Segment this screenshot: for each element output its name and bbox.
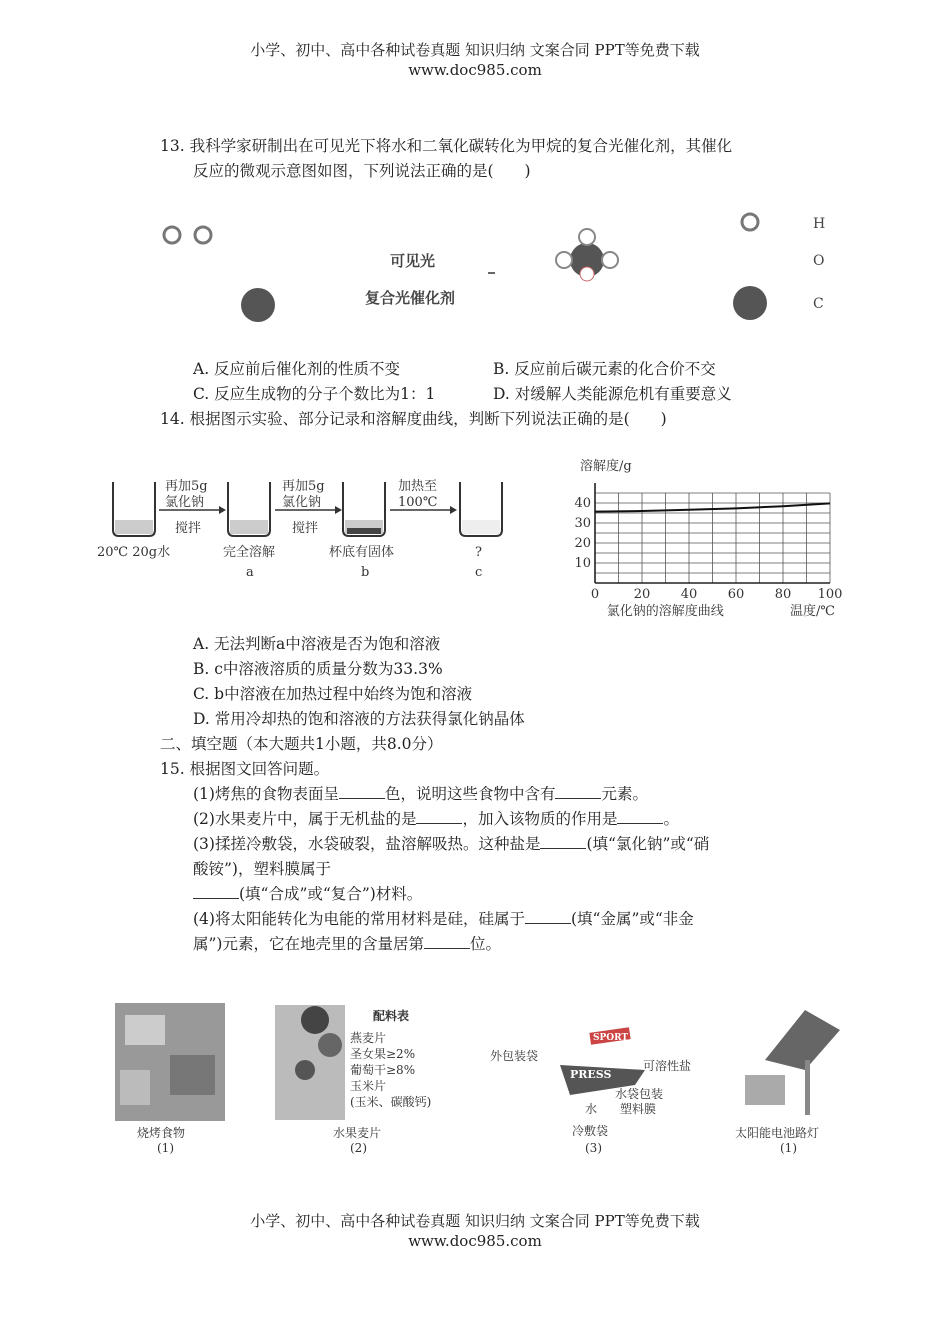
p2-ingredient-4: 玉米片	[350, 1079, 387, 1093]
q13-stem-line2: 反应的微观示意图如图，下列说法正确的是( )	[193, 162, 531, 180]
section2-title: 二、填空题（本大题共1小题，共8.0分）	[160, 735, 443, 753]
p3-outer-bag: 外包装袋	[490, 1049, 539, 1063]
page-footer	[0, 1211, 950, 1251]
q14-stem: 14. 根据图示实验、部分记录和溶解度曲线，判断下列说法正确的是( )	[160, 410, 667, 428]
h2o-h-atom	[164, 227, 180, 243]
beaker-c-label: c	[475, 565, 483, 580]
p3-water-bag: 水袋包装	[615, 1087, 664, 1101]
p3-sport: SPORT	[593, 1033, 629, 1043]
pic3-num: (3)	[585, 1141, 602, 1155]
q15-part4: (4)将太阳能转化为电能的常用材料是硅，硅属于 (填“金属”或“非金	[193, 910, 694, 928]
beaker-b-note: 杯底有固体	[329, 545, 395, 560]
catalyst-label-light: 可见光	[390, 252, 436, 270]
pic2-label: 水果麦片	[333, 1126, 382, 1140]
p3-water: 水	[585, 1102, 598, 1116]
p2-ingredients-title: 配料表	[373, 1009, 410, 1023]
q13-option-c[interactable]: C. 反应生成物的分子个数比为1：1	[193, 385, 436, 403]
solubility-chart	[565, 455, 860, 620]
q13-option-d[interactable]: D. 对缓解人类能源危机有重要意义	[493, 385, 732, 403]
q15-blank[interactable]	[525, 909, 571, 924]
x-tick-label: 60	[727, 587, 745, 602]
step3-top: 加热至	[398, 479, 438, 494]
footer-url: www.doc985.com	[408, 1232, 542, 1250]
pic4-num: (1)	[780, 1141, 797, 1155]
p2-ingredient-5: (玉米、碳酸钙)	[350, 1095, 432, 1109]
q15-blank[interactable]	[424, 934, 470, 949]
pic1-label: 烧烤食物	[137, 1126, 186, 1140]
step2-mid: 氯化钠	[282, 495, 322, 510]
q13-reaction-diagram	[150, 200, 850, 340]
carbon-atom	[241, 288, 275, 322]
q15-part1: (1)烤焦的食物表面呈 色，说明这些食物中含有 元素。	[193, 785, 648, 803]
x-axis-label: 温度/℃	[790, 604, 835, 619]
pic1-num: (1)	[157, 1141, 174, 1155]
q14-option-c[interactable]: C. b中溶液在加热过程中始终为饱和溶液	[193, 685, 473, 703]
y-tick-label: 20	[574, 536, 591, 551]
q15-part4-cont: 属”)元素，它在地壳里的含量居第 位。	[193, 935, 501, 953]
footer-line1: 小学、初中、高中各种试卷真题 知识归纳 文案合同 PPT等免费下载	[250, 1212, 700, 1230]
methane-molecule	[556, 229, 618, 281]
y-tick-label: 40	[574, 496, 591, 511]
q15-part3: (3)揉搓冷敷袋，水袋破裂，盐溶解吸热。这种盐是 (填“氯化钠”或“硝	[193, 835, 710, 853]
q13-option-b[interactable]: B. 反应前后碳元素的化合价不交	[493, 360, 716, 378]
q14-option-d[interactable]: D. 常用冷却热的饱和溶液的方法获得氯化钠晶体	[193, 710, 525, 728]
catalyst-label-catalyst: 复合光催化剂	[365, 289, 456, 307]
q15-blank[interactable]	[540, 834, 586, 849]
q15-pictures	[105, 1000, 850, 1165]
q15-blank[interactable]	[193, 884, 239, 899]
step1-mid: 氯化钠	[165, 495, 205, 510]
x-tick-label: 40	[680, 587, 698, 602]
legend-c: C	[813, 296, 824, 312]
x-tick-label: 80	[774, 587, 792, 602]
q14-option-a[interactable]: A. 无法判断a中溶液是否为饱和溶液	[193, 635, 441, 653]
legend-o: O	[813, 253, 825, 269]
q15-blank[interactable]	[416, 809, 462, 824]
q15-blank[interactable]	[555, 784, 601, 799]
h-atom-legend	[742, 214, 758, 230]
header-line1: 小学、初中、高中各种试卷真题 知识归纳 文案合同 PPT等免费下载	[250, 41, 700, 59]
step1-bot: 搅拌	[175, 521, 202, 536]
x-tick-label: 0	[590, 587, 600, 602]
pic3-label: 冷敷袋	[572, 1124, 609, 1138]
step2-top: 再加5g	[282, 479, 325, 494]
beaker-start-label: 20℃ 20g水	[97, 545, 171, 560]
p2-ingredient-2: 圣女果≥2%	[350, 1047, 416, 1061]
legend-h: H	[813, 216, 826, 232]
page-header	[0, 40, 950, 80]
p3-plastic-film: 塑料膜	[620, 1102, 657, 1116]
q15-part3-cont2: (填“合成”或“复合”)材料。	[193, 883, 422, 905]
beaker-c-note: ?	[475, 545, 482, 560]
c-atom-legend	[733, 286, 767, 320]
cold-pack-picture	[490, 1027, 691, 1155]
chart-title: 溶解度/g	[580, 459, 632, 474]
q15-blank[interactable]	[617, 809, 663, 824]
h2o-h-atom	[195, 227, 211, 243]
beaker-b-label: b	[361, 565, 370, 580]
step2-bot: 搅拌	[292, 521, 319, 536]
p2-ingredient-1: 燕麦片	[350, 1031, 387, 1045]
q15-stem: 15. 根据图文回答问题。	[160, 760, 330, 778]
solar-streetlight-picture	[735, 1010, 840, 1155]
q14-option-b[interactable]: B. c中溶液溶质的质量分数为33.3%	[193, 660, 443, 678]
y-tick-label: 10	[574, 556, 591, 571]
pic2-num: (2)	[350, 1141, 367, 1155]
q14-experiment-diagram	[95, 470, 525, 585]
p3-soluble-salt: 可溶性盐	[643, 1059, 692, 1073]
p2-ingredient-3: 葡萄干≥8%	[350, 1063, 416, 1077]
y-tick-label: 30	[574, 516, 591, 531]
q13-option-a[interactable]: A. 反应前后催化剂的性质不变	[193, 360, 401, 378]
x-tick-label: 20	[633, 587, 651, 602]
x-tick-label: 100	[817, 587, 843, 602]
p3-press: PRESS	[570, 1068, 612, 1081]
step1-top: 再加5g	[165, 479, 208, 494]
q15-part3-cont: 酸铵”)，塑料膜属于	[193, 860, 331, 878]
q13-stem-line1: 13. 我科学家研制出在可见光下将水和二氧化碳转化为甲烷的复合光催化剂，其催化	[160, 137, 733, 155]
fruit-cereal-picture	[275, 1005, 431, 1155]
beaker-a-note: 完全溶解	[223, 545, 276, 560]
q15-part2: (2)水果麦片中，属于无机盐的是 ，加入该物质的作用是 。	[193, 810, 679, 828]
q15-blank[interactable]	[339, 784, 385, 799]
beaker-a-label: a	[246, 565, 254, 580]
header-url: www.doc985.com	[408, 61, 542, 79]
pic4-label: 太阳能电池路灯	[735, 1126, 820, 1140]
chart-caption: 氯化钠的溶解度曲线	[606, 604, 724, 619]
bbq-food-picture	[115, 1003, 225, 1155]
step3-mid: 100℃	[398, 495, 438, 510]
